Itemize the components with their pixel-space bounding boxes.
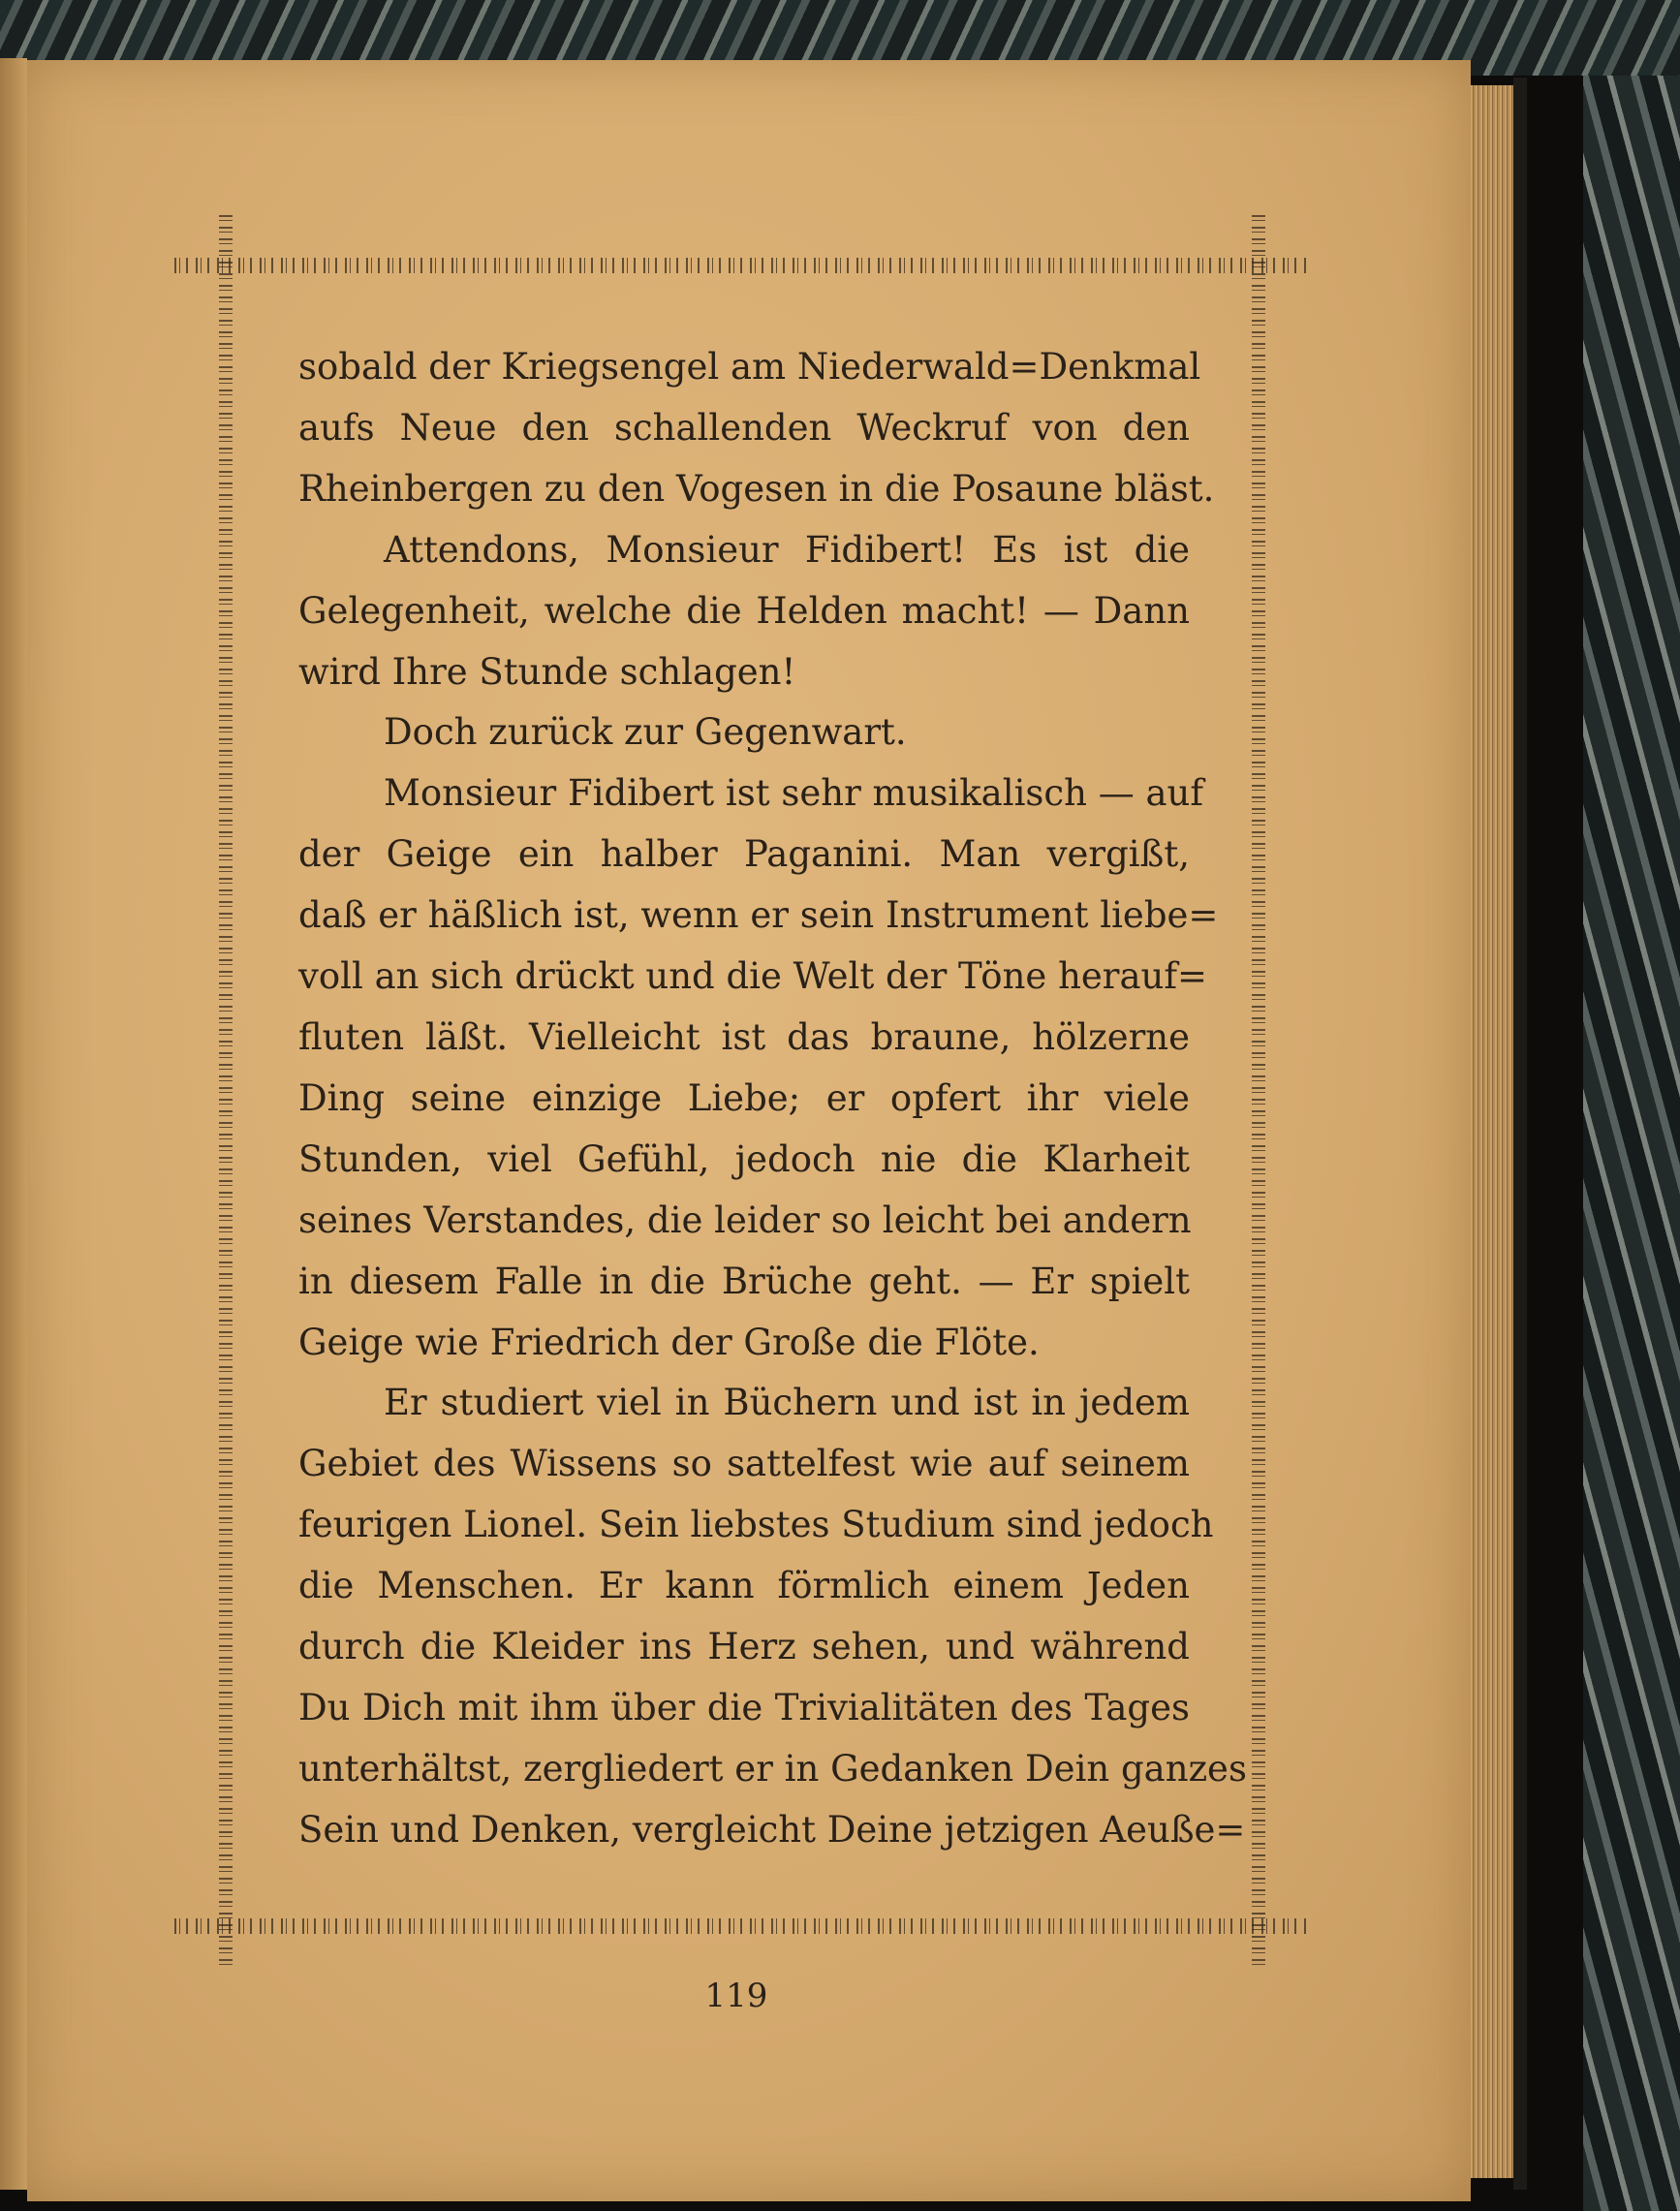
text-line: Geige wie Friedrich der Große die Flöte. (298, 1321, 1040, 1363)
text-line: Gebiet des Wissens so sattelfest wie auf seinem (298, 1443, 1190, 1485)
text-line: Monsieur Fidibert ist sehr musikalisch — auf (384, 772, 1204, 815)
text-line: in diesem Falle in die Brüche geht. — Er spielt (298, 1260, 1190, 1302)
text-line: durch die Kleider ins Herz sehen, und während (298, 1626, 1190, 1668)
page-stack-edges (1471, 85, 1513, 2178)
body-text (298, 337, 1247, 1861)
text-line: feurigen Lionel. Sein liebstes Studium sind jedoch (298, 1504, 1214, 1546)
facing-page-edge (0, 58, 27, 2190)
bottom-ornamental-rule (174, 1918, 1308, 1934)
text-line: unterhältst, zergliedert er in Gedanken Dein ganzes (298, 1747, 1247, 1790)
text-line: seines Verstandes, die leider so leicht bei andern (298, 1199, 1192, 1241)
text-line: Gelegenheit, welche die Helden macht! — Dann (298, 589, 1190, 632)
text-line: Attendons, Monsieur Fidibert! Es ist die (384, 528, 1190, 571)
text-line: wird Ihre Stunde schlagen! (298, 650, 796, 693)
text-line: voll an sich drückt und die Welt der Töne herauf= (298, 955, 1208, 998)
text-line: Sein und Denken, vergleicht Deine jetzigen Aeuße= (298, 1808, 1246, 1851)
text-line: Doch zurück zur Gegenwart. (384, 711, 907, 754)
text-line: Stunden, viel Gefühl, jedoch nie die Klarheit (298, 1137, 1190, 1180)
text-line: der Geige ein halber Paganini. Man vergißt, (298, 833, 1190, 876)
text-line: fluten läßt. Vielleicht ist das braune, hölzerne (298, 1015, 1190, 1058)
marbled-cover-right (1583, 76, 1680, 2211)
text-line: sobald der Kriegsengel am Niederwald=Denkmal (298, 346, 1201, 388)
text-line: die Menschen. Er kann förmlich einem Jeden (298, 1565, 1190, 1607)
book-binding (1513, 78, 1527, 2190)
right-ornamental-rule (1252, 215, 1265, 1969)
text-line: Rheinbergen zu den Vogesen in die Posaune bläst. (298, 467, 1215, 510)
text-line: Ding seine einzige Liebe; er opfert ihr viele (298, 1076, 1190, 1119)
left-ornamental-rule (219, 215, 233, 1969)
text-line: daß er häßlich ist, wenn er sein Instrument liebe= (298, 894, 1219, 937)
text-line: Er studiert viel in Büchern und ist in jedem (384, 1382, 1190, 1424)
text-line: Du Dich mit ihm über die Trivialitäten des Tages (298, 1686, 1190, 1728)
top-ornamental-rule (174, 258, 1308, 273)
text-line: aufs Neue den schallenden Weckruf von den (298, 406, 1190, 449)
page-number: 119 (704, 1977, 768, 2015)
